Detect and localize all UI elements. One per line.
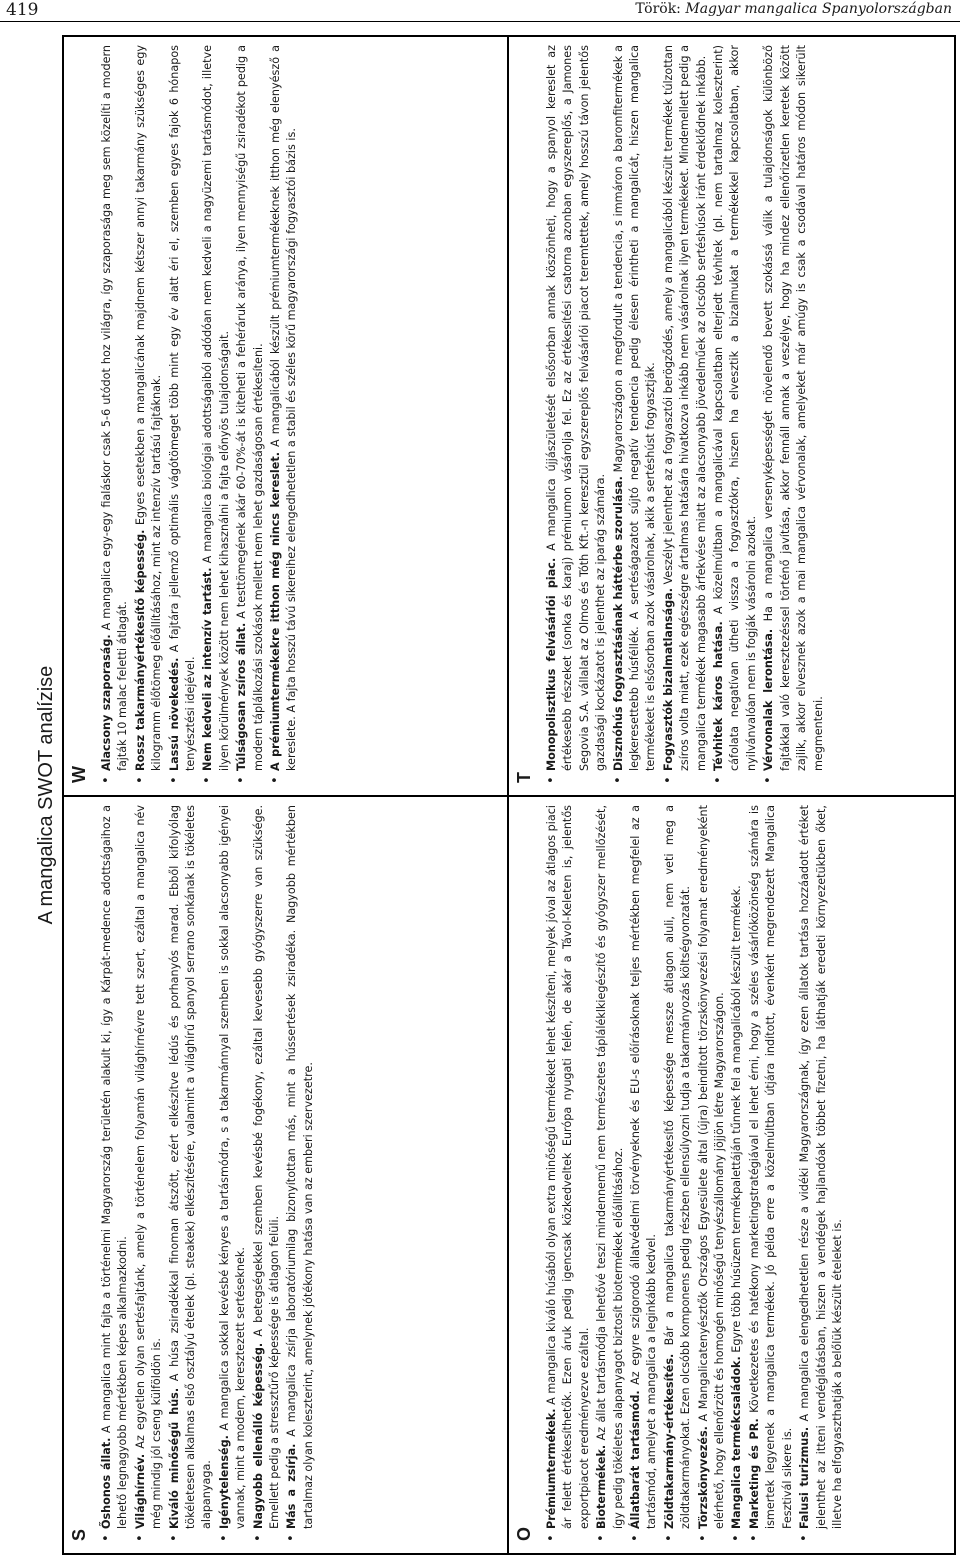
item-term: Kiváló minőségű hús. xyxy=(167,1387,181,1529)
quadrant-label: T xyxy=(514,772,534,783)
swot-item xyxy=(628,805,661,1543)
swot-item xyxy=(200,45,233,785)
swot-item xyxy=(133,45,166,785)
item-term: Nem kedveli az intenzív tartást. xyxy=(201,567,215,771)
item-text: Az állat tartásmódja lehetővé teszi mindennemű nem természetes tápláléklkiegészítő és gyógyszer mellőzését, így pedig tökéletes alapanyagot biztosít biotermékek előállításához. xyxy=(595,805,625,1529)
item-text: A mangalica mint fajta a történelmi Magyarország területén alakult ki, így a Kárpát-medence adottságaihoz a lehető legnagyobb mértékben képes alkalmazkodni. xyxy=(100,804,130,1529)
item-term: Világhírnév. xyxy=(133,1453,147,1529)
quadrant-strengths xyxy=(64,795,509,1553)
swot-item xyxy=(662,805,695,1543)
swot-item xyxy=(99,805,132,1543)
item-text: A húsa zsiradékkal finoman átszőtt, ezért elkészítve lédús és porhanyós marad. Ebből kifolyólag tökéletesen alkalmas első osztályú ételek (pl. steakek) elkészítésére, valamint a világhírű spanyol serrano sonkának is tökéletes alapanyaga. xyxy=(167,804,214,1529)
item-list xyxy=(544,805,846,1543)
swot-item xyxy=(268,45,301,785)
item-term: Vérvonalak lerontása. xyxy=(762,628,776,771)
item-term: Igénytelenség. xyxy=(217,1435,231,1529)
item-term: A prémiumtermékekre itthon még nincs kereslet. xyxy=(269,452,283,771)
quadrant-threats xyxy=(509,37,954,795)
item-text: A mangalica elengedhetetlen része a vidéki Magyarországnak, így ezen állatok tartása hozzáadott értéket jelenthet az itteni vendéglátásban, hiszen a vendégek hajlandóak többet fizetni, ha láthatják eredeti környezetükben őket, illetve ha elfogyaszthatják a belőlük készült ételeket is. xyxy=(798,805,844,1529)
item-text: Egyre több húsüzem termékpalettáján tűnnek fel a mangalicából készült termékek. xyxy=(730,885,744,1357)
item-term: Marketing és PR. xyxy=(747,1418,761,1529)
item-text: Magyarországon a megfordult a tendencia, s immáron a baromfitermékek a legkeresettebb húsféllék. A sertéságazatot sújtó negatív tendencia pedig élesen érintheti a mangalicát, hiszen mangalica termékeket is elsősorban azok vásárolnak, akik a sertéshúst fogyasztják. xyxy=(611,45,658,771)
page-number: 419 xyxy=(6,0,39,20)
swot-item xyxy=(284,805,317,1543)
item-term: Fogyasztók bizalmatlansága. xyxy=(661,588,675,771)
page-header xyxy=(0,0,960,22)
item-text: A Mangalicatenyésztők Országos Egyesülete által (újra) beindított törzskönyvezési folyamat eredményeként elérhető, hogy ellenőrzött és homogén minőségű tenyészállomány jöjjön létre Magyarországon. xyxy=(696,805,727,1529)
item-text: A mangalica biológiai adottságaiból adódóan nem kedveli a nagyüzemi tartásmódot, illetve ilyen körülmények között nem lehet kihasználni a fajta előnyös tulajdonságait. xyxy=(201,45,231,771)
header-rule xyxy=(0,21,960,22)
item-text: A mangalica egy-egy fialáskor csak 5-6 utódot hoz világra, így szaporasága meg sem közelíti a modern fajták 10 malac feletti átlagát. xyxy=(100,45,130,771)
quadrant-label: W xyxy=(69,766,89,783)
running-head-author: Török: xyxy=(635,1,681,17)
quadrant-label: O xyxy=(514,1526,534,1541)
item-text: Az egyetlen olyan sertésfajtánk, amely a történelem folyamán világhírnévre tett szert, ezáltal a mangalica név még mindig jól cseng külföldön is. xyxy=(133,805,164,1529)
swot-grid xyxy=(62,35,956,1555)
item-term: Más a zsírja. xyxy=(285,1443,299,1529)
swot-item xyxy=(711,45,760,785)
swot-item xyxy=(661,45,710,785)
item-term: Nagyobb ellenálló képesség. xyxy=(251,1342,265,1529)
item-text: A fajtára jellemző optimális vágótömeget több mint egy év alatt éri el, szemben egyes fajok 6 hónapos tenyésztési idejével. xyxy=(167,45,198,771)
swot-item xyxy=(761,45,827,785)
swot-item xyxy=(747,805,796,1543)
item-text: A mangalica sokkal kevésbé kényes a tartásmódra, s a takarmánnyal szemben is sokkal alacsonyabb igényei vannak, mint a modern, keresztezett sertéseknek. xyxy=(217,805,248,1529)
item-term: Monopolisztikus felvásárlói piac. xyxy=(545,557,558,771)
item-text: Egyes esetekben a mangalicának majdnem kétszer annyi takarmány szükséges egy kilogramm élőtömeg előállításához, mint az intenzív tartású fajtáknak. xyxy=(133,45,164,771)
item-text: A betegségekkel szemben kevésbé fogékony, ezáltal kevesebb gyógyszerre van szüksége. Emellett pedig a stressztűrő képessége is átlagon felüli. xyxy=(251,804,282,1529)
item-term: Biotermékek. xyxy=(595,1444,609,1529)
swot-item xyxy=(234,45,267,785)
item-term: Állatbarát tartásmód. xyxy=(629,1390,643,1529)
item-term: Törzskönyvezés. xyxy=(696,1426,710,1529)
item-term: Prémiumtermékek. xyxy=(545,1408,558,1529)
item-term: Lassú növekedés. xyxy=(167,657,181,771)
item-text: Következetes és hatékony marketingstratégiával el lehet érni, hogy a széles vásárlóközönség számára is ismertek legyenek a mangalica termékek. Jó példa erre a közelmúltban útjára indított, évenként megrendezett Mangalica Fesztivál sikere is. xyxy=(747,805,794,1529)
item-text: Bár a mangalica takarmányértékesítő képessége messze átlagon aluli, nem veti meg a zöldtakarmányokat. Ezen olcsóbb komponens pedig részben ellensúlyozni tudja a takarmányozás költségvonzatát. xyxy=(662,805,693,1529)
item-text: A mangalica zsírja laboratóriumilag bizonyítottan más, mint a hússertések zsiradéka. Nagyobb mértékben tartalmaz olyan koleszterint, amelynek jótékony hatása van az emberi szervezetre. xyxy=(285,805,315,1529)
item-term: Mangalica termékcsaládok. xyxy=(730,1356,744,1529)
swot-item xyxy=(167,805,216,1543)
item-text: A testtömegének akár 60-70%-át is kiteheti a fehéráruk aránya, ilyen mennyiségű zsiradékot pedig a modern táplálkozási szokások mellett nem lehet gazdaságosan értékesíteni. xyxy=(235,45,265,771)
item-term: Rossz takarmányértékesítő képesség. xyxy=(133,529,147,771)
swot-item xyxy=(544,805,593,1543)
swot-item xyxy=(99,45,132,785)
swot-item xyxy=(696,805,729,1543)
item-term: Túlságosan zsíros állat. xyxy=(235,622,249,771)
running-head-title: Magyar mangalica Spanyolországban xyxy=(685,1,952,17)
item-text: A mangalica kiváló húsából olyan extra minőségű termékeket lehet készíteni, melyek jóval az átlagos piaci ár felett értékesíthetők. Ezen áruk pedig igencsak közkedveltek Európa nyugati felén, de akár a Távol-Keleten is, jelentős exportpiacot eredményezve ezáltal. xyxy=(545,805,591,1529)
swot-item xyxy=(217,805,250,1543)
running-head xyxy=(635,1,952,17)
swot-item xyxy=(729,805,745,1543)
item-term: Disznóhús fogyasztásának háttérbe szorulása. xyxy=(611,476,625,771)
item-list xyxy=(99,45,301,785)
swot-item xyxy=(133,805,166,1543)
item-text: A mangalicából készült prémiumtermékeknek itthon még elenyésző a kereslete. A fajta hosszú távú sikereihez elengedhetetlen a stabil és széles körű magyarországi fogyasztói bázis is. xyxy=(269,45,299,771)
swot-item xyxy=(544,45,610,785)
item-term: Őshonos állat. xyxy=(100,1437,113,1529)
item-text: A mangalica újjászületését elsősorban annak köszönheti, hogy a spanyol kereslet az értékesebb részeket (sonka és karaj) prémiumon vásárolja fel. Ez az értékesítési csatorna azonban egyszereplős, a Jamones Segovia S.A. vállalat az Olmos és Tóth Kft.-n keresztül egyszereplős felvásárlói piacot teremtettek, amely hosszú távon jelentős gazdasági kockázatot is jelenthet az iparág számára. xyxy=(545,45,608,771)
swot-item xyxy=(611,45,660,785)
quadrant-weaknesses xyxy=(64,37,509,795)
item-list xyxy=(99,805,317,1543)
item-text: Veszélyt jelenthet az a fogyasztói berögződés, amely a mangalicából készült termékek túlzottan zsíros volta miatt, ezek egészségre ártalmas hatására hivatkozva inkább nem vásárolnak ilyen termékeket. Mindemellett pedig a mangalica termékek magasabb árfekvése miatt az alacsonyabb jövedelműek az olcsóbb sertéshúsok iránt érdeklődnek inkább. xyxy=(661,45,708,771)
item-term: Zöldtakarmány-értékesítés. xyxy=(662,1353,676,1529)
quadrant-label: S xyxy=(69,1528,89,1541)
item-text: Az egyre szigorodó állatvédelmi törvényeknek és EU-s előírásoknak teljes mértékben megfelel az a tartásmód, amelyet a mangalica a leginkább kedvel. xyxy=(629,804,659,1529)
swot-item xyxy=(797,805,846,1543)
swot-item xyxy=(594,805,627,1543)
item-text: A közelmúltban a mangalicával kapcsolatban elterjedt tévhitek (pl. nem tartalmaz koleszterint) cáfolata negatívan ütheti vissza a fogyasztókra, hiszen ha elvesztik a bizalmukat a termékekkel kapcsolatban, akkor nyilvánvalóan nem is fogják vásárolni azokat. xyxy=(712,45,758,771)
swot-table-rotated xyxy=(32,35,960,1555)
swot-item xyxy=(167,45,200,785)
item-term: Falusi turizmus. xyxy=(798,1426,812,1529)
item-term: Alacsony szaporaság. xyxy=(100,634,113,771)
quadrant-opportunities xyxy=(509,795,954,1553)
table-title: A mangalica SWOT analízise xyxy=(34,665,57,925)
item-list xyxy=(544,45,827,785)
swot-item xyxy=(251,805,284,1543)
item-term: Tévhitek káros hatása. xyxy=(712,621,726,771)
item-text: Ha a mangalica versenyképességét növelendő bevett szokássá válik a tulajdonságok különböző fajtákkal való keresztezéssel történő javítása, akkor fennáll annak a veszélye, hogy ha mindez ellenőrizetlen keretek között zajlik, akkor elvesznek azok a mai mangalica vérvonalak, amelyeket már amúgy is csak a csodával határos módon sikerült megmenteni. xyxy=(762,45,825,771)
